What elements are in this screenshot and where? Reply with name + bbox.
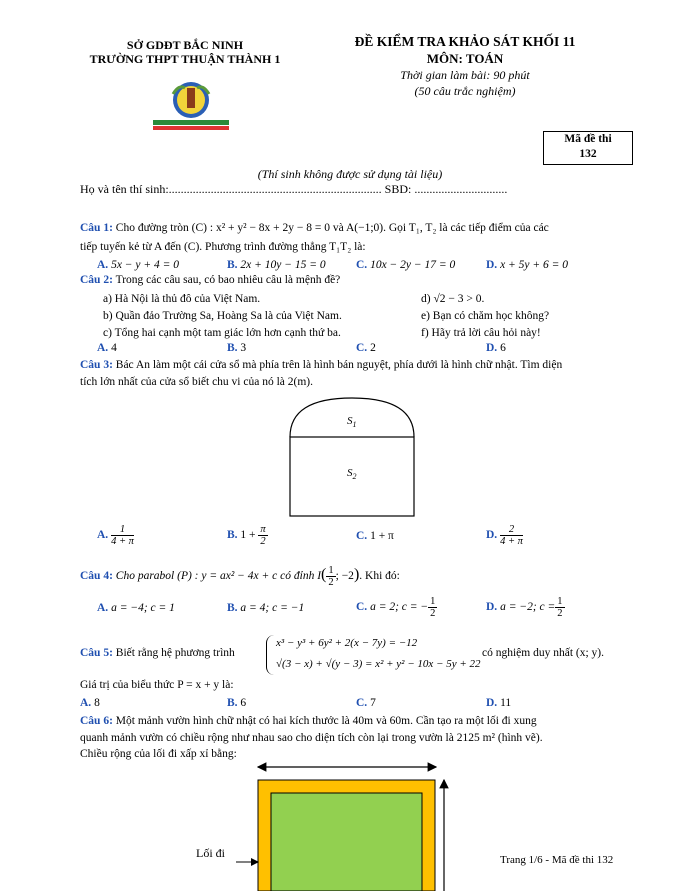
garden-figure [180, 758, 470, 891]
exam-code-value: 132 [579, 148, 597, 160]
q3-line1 [80, 359, 562, 371]
q6-text1: Một mảnh vườn hình chữ nhật có hai kích thước là 40m và 60m. Cần tạo ra một lối đi xung [115, 715, 537, 727]
q5-text-post: có nghiệm duy nhất (x; y). [482, 647, 605, 659]
path-label: Lối đi [196, 846, 225, 860]
q4-option-b[interactable]: B. a = 4; c = −1 [227, 602, 305, 614]
q6-text2: quanh mảnh vườn có chiều rộng như nhau sao cho diện tích còn lại trong vườn là 2125 m² (hình vẽ). [80, 732, 543, 744]
q2-text: Trong các câu sau, có bao nhiêu câu là mệnh đề? [115, 274, 341, 286]
dept-name: SỞ GDĐT BẮC NINH [126, 38, 244, 52]
q2-item-f: f) Hãy trả lời câu hỏi này! [421, 327, 541, 339]
exam-code-label: Mã đề thi [564, 133, 612, 145]
q1-line1 [80, 222, 549, 234]
q6-text3: Chiều rộng của lối đi xấp xỉ bằng: [80, 748, 237, 760]
system-brace [266, 635, 275, 675]
q2-option-b[interactable]: B. 3 [227, 342, 247, 354]
q3-option-d[interactable]: D. $\frac{2}{4 + \pi}$ [486, 524, 523, 547]
q6-label: Câu 6: [80, 715, 113, 727]
s1-label: $S_1$ [347, 415, 357, 430]
q2-item-b: b) Quần đảo Trường Sa, Hoàng Sa là của Việt Nam. [103, 310, 342, 322]
material-note: (Thí sinh không được sử dụng tài liệu) [257, 167, 443, 181]
q4-option-c[interactable]: C. a = 2; c = − $\frac{1}{2}$ [356, 596, 436, 619]
school-name: TRƯỜNG THPT THUẬN THÀNH 1 [89, 52, 281, 66]
q1-option-d[interactable]: D. x + 5y + 6 = 0 [486, 259, 569, 271]
q2-item-c: c) Tổng hai cạnh một tam giác lớn hơn cạnh thứ ba. [103, 327, 341, 339]
q1-text2: tiếp tuyến kẻ từ A đến (C). Phương trình đường thẳng T₁T₂ là: [80, 241, 366, 253]
q5-option-a[interactable]: A. 8 [80, 697, 100, 709]
q4-line: Câu 4: Cho parabol (P) : y = ax² − 4x + c có đỉnh I( $\frac{1}{2}$ ; −2). Khi đó: [80, 565, 400, 588]
q1-option-a[interactable]: A. 5x − y + 4 = 0 [97, 259, 180, 271]
q5-eq2: √(3 − x) + √(y − 3) = x² + y² − 10x − 5y + 22 [276, 658, 481, 670]
exam-code-box [543, 131, 633, 165]
q2-item-a: a) Hà Nội là thủ đô của Việt Nam. [103, 293, 261, 305]
q2-option-c[interactable]: C. 2 [356, 342, 376, 354]
q1-label: Câu 1: [80, 222, 113, 234]
q3-label: Câu 3: [80, 359, 113, 371]
q3-text2: tích lớn nhất của cửa sổ biết chu vi của nó là 2(m). [80, 376, 313, 388]
school-logo [149, 78, 233, 132]
candidate-line: Họ và tên thí sinh:....................................................................... SBD: ............................... [80, 182, 508, 196]
q5-option-d[interactable]: D. 11 [486, 697, 512, 709]
q5-line1 [80, 647, 235, 659]
q1-option-c[interactable]: C. 10x − 2y − 17 = 0 [356, 259, 456, 271]
q5-option-c[interactable]: C. 7 [356, 697, 376, 709]
s2-label: $S_2$ [347, 467, 357, 482]
q5-text-pre: Biết rằng hệ phương trình [115, 647, 235, 659]
q4-text-pre: Cho parabol (P) : y = ax² − 4x + c có đỉnh I [115, 570, 322, 583]
q2-label: Câu 2: [80, 274, 113, 286]
q5-option-b[interactable]: B. 6 [227, 697, 247, 709]
q6-line1 [80, 715, 537, 727]
question-count: (50 câu trắc nghiệm) [414, 84, 516, 98]
q5-eq1: x³ − y³ + 6y² + 2(x − 7y) = −12 [276, 637, 418, 649]
q2-item-e: e) Bạn có chăm học không? [421, 310, 550, 322]
q3-option-b[interactable]: B. 1 + $\frac{\pi}{2}$ [227, 524, 266, 547]
q2-item-d: d) √2 − 3 > 0. [421, 293, 485, 305]
q3-text1: Bác An làm một cái cửa sổ mà phía trên là hình bán nguyệt, phía dưới là hình chữ nhật. Tìm diện [115, 359, 563, 371]
page-footer: Trang 1/6 - Mã đề thi 132 [500, 854, 614, 866]
exam-time: Thời gian làm bài: 90 phút [400, 68, 530, 82]
q3-option-a[interactable]: A. $\frac{1}{4 + \pi}$ [97, 524, 134, 547]
q5-text2: Giá trị của biểu thức P = x + y là: [80, 679, 234, 691]
subject: MÔN: TOÁN [426, 51, 504, 66]
q3-option-c[interactable]: C. 1 + π [356, 530, 394, 542]
q2-line1 [80, 274, 340, 286]
exam-title: ĐỀ KIỂM TRA KHẢO SÁT KHỐI 11 [354, 34, 576, 49]
q4-option-a[interactable]: A. a = −4; c = 1 [97, 602, 175, 614]
q4-label: Câu 4: [80, 570, 113, 583]
q2-option-d[interactable]: D. 6 [486, 342, 506, 354]
q2-option-a[interactable]: A. 4 [97, 342, 117, 354]
q1-option-b[interactable]: B. 2x + 10y − 15 = 0 [227, 259, 326, 271]
garden-area [271, 793, 422, 891]
q4-option-d[interactable]: D. a = −2; c = $\frac{1}{2}$ [486, 596, 563, 619]
q1-text1: Cho đường tròn (C) : x² + y² − 8x + 2y − 8 = 0 và A(−1;0). Gọi T₁, T₂ là các tiếp điểm của các [115, 222, 549, 234]
q5-label: Câu 5: [80, 647, 113, 659]
